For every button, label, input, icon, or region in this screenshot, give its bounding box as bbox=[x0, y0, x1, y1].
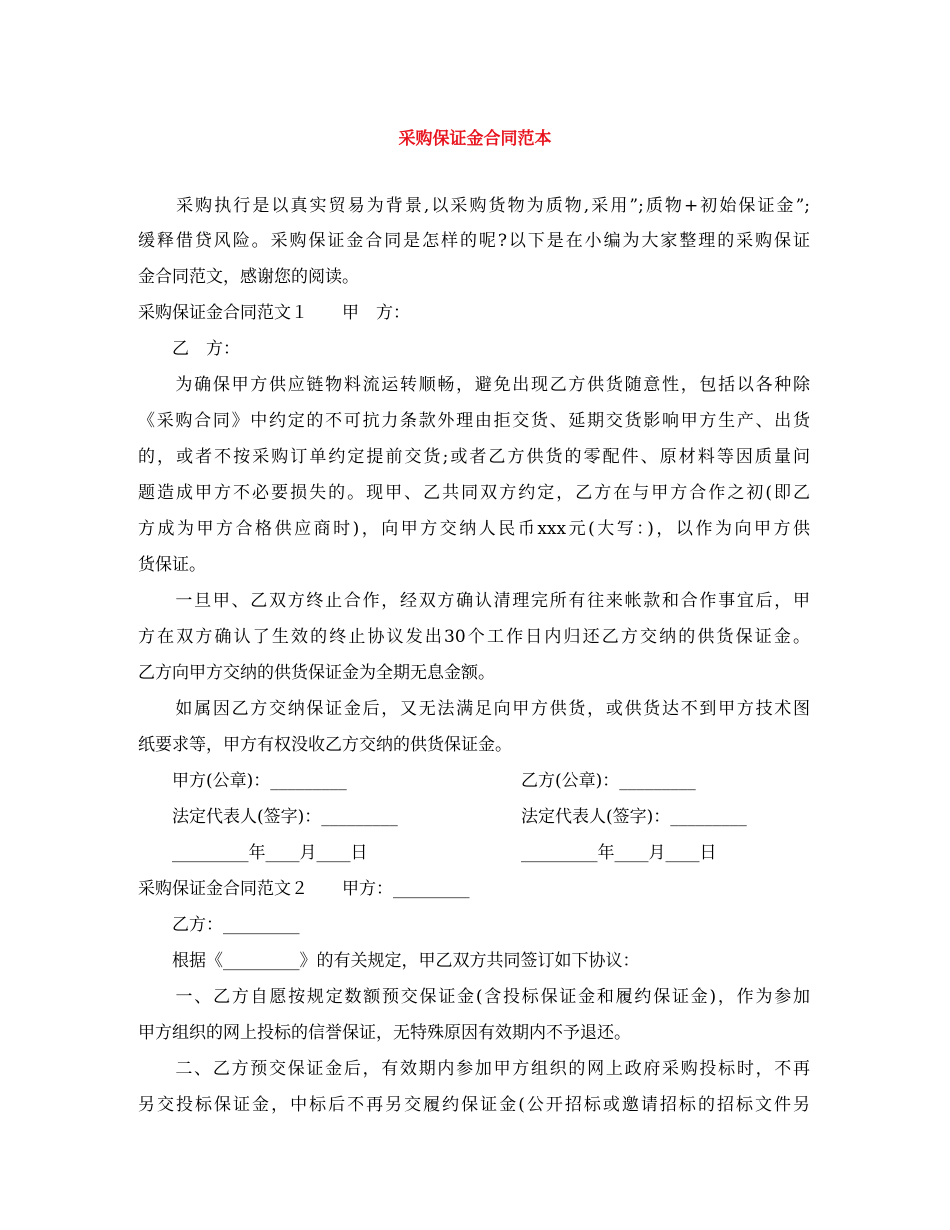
paragraph-line: 金合同范文，感谢您的阅读。 bbox=[138, 267, 359, 287]
paragraph-line: 货保证。 bbox=[138, 555, 206, 575]
section-heading: 采购保证金合同范文２ 甲方：_________ bbox=[138, 879, 470, 899]
paragraph-line: 缓释借贷风险。采购保证金合同是怎样的呢?以下是在小编为大家整理的采购保证 bbox=[138, 231, 810, 251]
section-heading: 采购保证金合同范文１ 甲 方： bbox=[138, 303, 410, 323]
paragraph-line: 方成为甲方合格供应商时)，向甲方交纳人民币xxx元(大写：)，以作为向甲方供 bbox=[138, 519, 810, 539]
paragraph-line: 根据《_________》的有关规定，甲乙双方共同签订如下协议： bbox=[138, 951, 640, 971]
paragraph-line: 的，或者不按采购订单约定提前交货;或者乙方供货的零配件、原材料等因质量问 bbox=[138, 447, 810, 467]
paragraph-line: 二、乙方预交保证金后，有效期内参加甲方组织的网上政府采购投标时，不再 bbox=[138, 1059, 810, 1079]
paragraph-line: 方在双方确认了生效的终止协议发出30个工作日内归还乙方交纳的供货保证金。 bbox=[138, 627, 810, 647]
paragraph-line: 《采购合同》中约定的不可抗力条款外理由拒交货、延期交货影响甲方生产、出货 bbox=[138, 411, 810, 431]
party-a-seal: 甲方(公章)：_________ bbox=[138, 771, 347, 791]
paragraph-line: 一旦甲、乙双方终止合作，经双方确认清理完所有往来帐款和合作事宜后，甲 bbox=[138, 591, 810, 611]
paragraph-line: 如属因乙方交纳保证金后，又无法满足向甲方供货，或供货达不到甲方技术图 bbox=[138, 699, 810, 719]
party-b-seal: 乙方(公章)：_________ bbox=[521, 771, 696, 791]
paragraph-line: 为确保甲方供应链物料流运转顺畅，避免出现乙方供货随意性，包括以各种除 bbox=[138, 375, 810, 395]
party-a-representative: 法定代表人(签字)：_________ bbox=[138, 807, 398, 827]
paragraph-line: 题造成甲方不必要损失的。现甲、乙共同双方约定，乙方在与甲方合作之初(即乙 bbox=[138, 483, 810, 503]
paragraph-line: 另交投标保证金，中标后不再另交履约保证金(公开招标或邀请招标的招标文件另 bbox=[138, 1095, 810, 1115]
paragraph-line: 纸要求等，甲方有权没收乙方交纳的供货保证金。 bbox=[138, 735, 512, 755]
paragraph-line: 乙方向甲方交纳的供货保证金为全期无息金额。 bbox=[138, 663, 495, 683]
paragraph-line: 一、乙方自愿按规定数额预交保证金(含投标保证金和履约保证金)，作为参加 bbox=[138, 987, 810, 1007]
party-b-date: _________年____月____日 bbox=[521, 843, 717, 863]
document-title: 采购保证金合同范本 bbox=[398, 129, 552, 149]
paragraph-line: 乙 方： bbox=[138, 339, 240, 359]
party-a-date: _________年____月____日 bbox=[138, 843, 368, 863]
paragraph-line: 乙方：_________ bbox=[138, 915, 300, 935]
paragraph-line: 采购执行是以真实贸易为背景,以采购货物为质物,采用”;质物+初始保证金”; bbox=[138, 196, 810, 216]
paragraph-line: 甲方组织的网上投标的信誉保证，无特殊原因有效期内不予退还。 bbox=[138, 1023, 631, 1043]
party-b-representative: 法定代表人(签字)：_________ bbox=[521, 807, 747, 827]
